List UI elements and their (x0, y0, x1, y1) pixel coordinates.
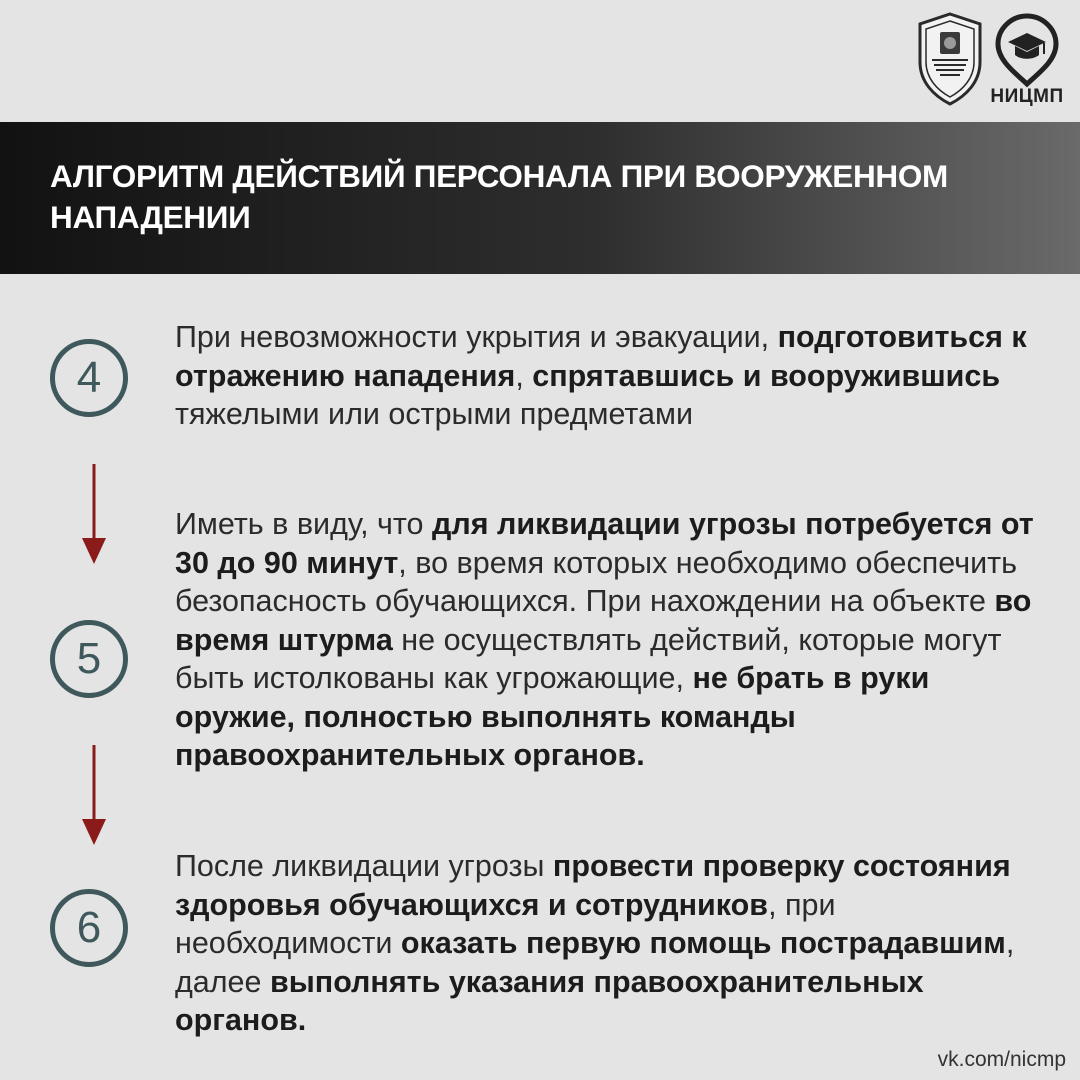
vk-link[interactable]: vk.com/nicmp (937, 1048, 1066, 1071)
body-text: Иметь в виду, что (175, 507, 432, 541)
antiterror-commission-shield-icon (916, 12, 984, 106)
step-number-5: 5 (50, 620, 128, 698)
step-number-4: 4 (50, 339, 128, 417)
emphasis-text: оказать первую помощь пострадавшим (400, 926, 1006, 960)
body-text: не осуществлять действий, которые могут быть истолкованы как угрожающие, (175, 622, 1002, 695)
step-text-6 (175, 847, 1035, 1040)
emphasis-text: подготовиться к отражению нападения (175, 320, 1027, 393)
emphasis-text: провести проверку состояния здоровья обучающихся и сотрудников (175, 849, 1011, 922)
body-text: , во время которых необходимо обеспечить безопасность обучающихся. При нахождении на объекте (175, 545, 1018, 618)
down-arrow-icon (80, 745, 108, 847)
body-text: , далее (175, 926, 1015, 999)
page-title: АЛГОРИТМ ДЕЙСТВИЙ ПЕРСОНАЛА ПРИ ВООРУЖЕННОМ НАПАДЕНИИ (50, 158, 948, 235)
body-text: При невозможности укрытия и эвакуации, (175, 320, 778, 354)
header-banner (0, 122, 1080, 274)
emphasis-text: не брать в руки оружие, полностью выполнять команды правоохранительных органов. (175, 661, 930, 772)
graduation-cap-pin-icon (988, 12, 1066, 88)
emphasis-text: спрятавшись и вооружившись (532, 358, 1001, 393)
logos (916, 12, 1066, 112)
body-text: , при необходимости (175, 887, 836, 960)
step-text-4 (175, 318, 1035, 434)
body-text: , (515, 358, 533, 393)
emphasis-text: выполнять указания правоохранительных органов. (175, 964, 924, 1037)
down-arrow-icon (80, 464, 108, 566)
nicmp-logo (988, 12, 1066, 112)
emphasis-text: во время штурма (175, 584, 1032, 657)
body-text: После ликвидации угрозы (175, 849, 553, 883)
step-number-6: 6 (50, 889, 128, 967)
emphasis-text: для ликвидации угрозы потребуется от 30 до 90 минут (175, 507, 1034, 580)
nicmp-label: НИЦМП (990, 86, 1064, 107)
body-text: тяжелыми или острыми предметами (175, 397, 694, 431)
step-text-5 (175, 505, 1035, 775)
